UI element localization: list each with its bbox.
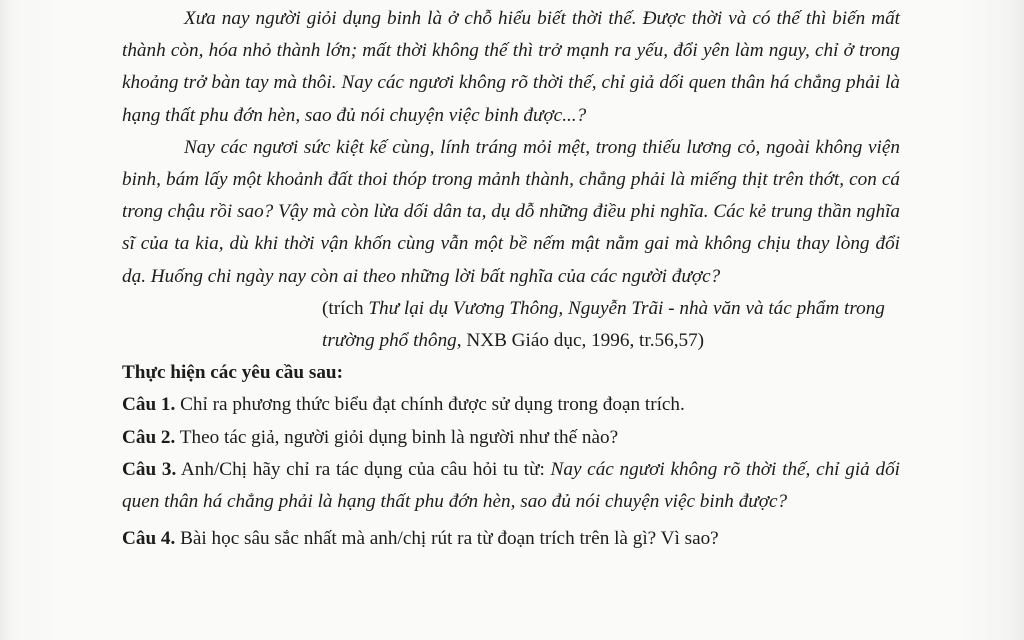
- source-citation: [122, 293, 900, 357]
- instructions-heading: Thực hiện các yêu cầu sau:: [122, 362, 343, 384]
- passage-paragraph-1: Xưa nay người giỏi dụng binh là ở chỗ hiểu biết thời thế. Được thời và có thế thì biến mất thành còn, hóa nhỏ thành lớn; mất thời không thế thì trở mạnh ra yếu, đổi yên làm nguy, chỉ ở trong khoảng trở bàn tay mà thôi. Nay các ngươi không rõ thời thế, chỉ giả dối quen thân há chẳng phải là hạng thất phu đớn hèn, sao đủ nói chuyện việc binh được...?: [122, 8, 900, 126]
- citation-title: Thư lại dụ Vương Thông, Nguyễn Trãi - nhà văn và tác phẩm trong trường phổ thông: [322, 297, 885, 352]
- question-quote: Nay các ngươi không rõ thời thế, chỉ giả dối quen thân há chẳng phải là hạng thất phu đớn hèn, sao đủ nói chuyện việc binh được?: [122, 458, 901, 513]
- document-body: [122, 0, 900, 555]
- question-text: Chỉ ra phương thức biểu đạt chính được sử dụng trong đoạn trích.: [175, 394, 685, 416]
- question-label: Câu 2.: [122, 426, 176, 448]
- question-1: [122, 389, 900, 421]
- question-label: Câu 3.: [122, 458, 177, 480]
- passage-paragraph-2: Nay các ngươi sức kiệt kế cùng, lính tráng mỏi mệt, trong thiếu lương cỏ, ngoài không viện binh, bám lấy một khoảnh đất thoi thóp trong mảnh thành, chẳng phải là miếng thịt trên thớt, con cá trong chậu rồi sao? Vậy mà còn lừa dối dân ta, dụ dỗ những điều phi nghĩa. Các kẻ trung thần nghĩa sĩ của ta kia, dù khi thời vận khốn cùng vẫn một bề nếm mật nằm gai mà không chịu thay lòng đổi dạ. Huống chi ngày nay còn ai theo những lời bất nghĩa của các người được?: [122, 136, 900, 287]
- question-3: [122, 454, 900, 518]
- citation-prefix: (trích: [322, 297, 369, 319]
- question-text: Anh/Chị hãy chỉ ra tác dụng của câu hỏi tu từ:: [176, 458, 551, 480]
- question-label: Câu 1.: [122, 394, 176, 416]
- question-text: Bài học sâu sắc nhất mà anh/chị rút ra từ đoạn trích trên là gì? Vì sao?: [175, 528, 719, 550]
- citation-suffix: , NXB Giáo dục, 1996, tr.56,57): [456, 330, 705, 352]
- question-text: Theo tác giả, người giỏi dụng binh là người như thế nào?: [175, 426, 619, 448]
- question-label: Câu 4.: [122, 528, 176, 550]
- question-2: [122, 422, 900, 454]
- question-4: [122, 523, 900, 555]
